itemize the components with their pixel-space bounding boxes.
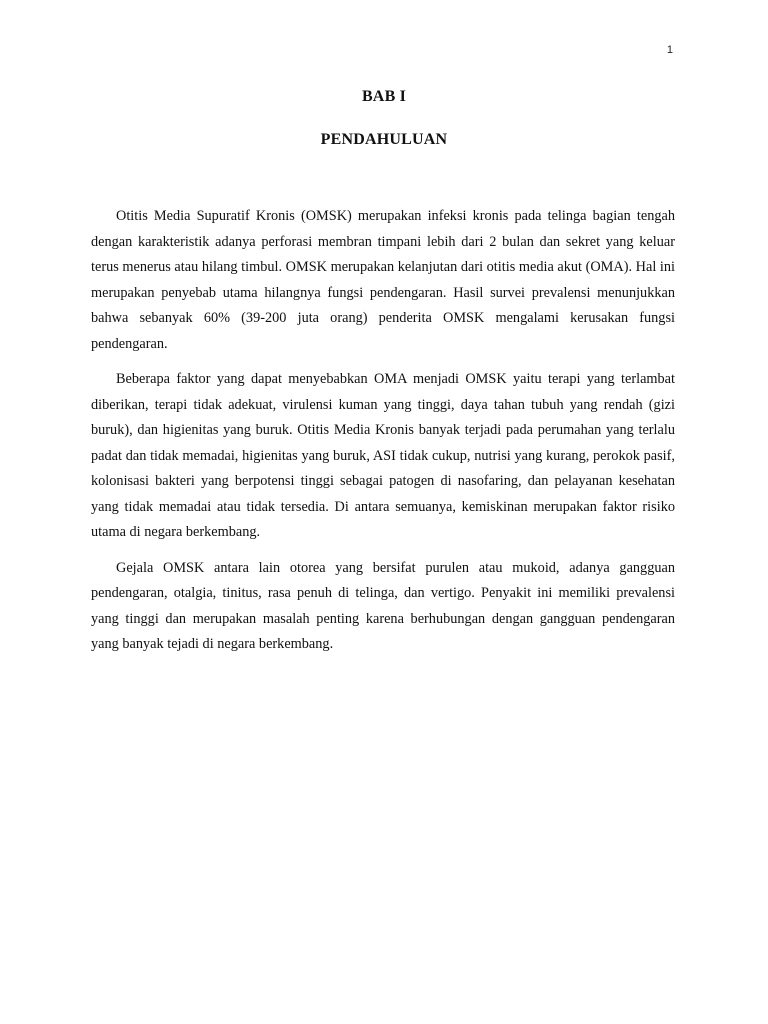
page-number: 1	[666, 44, 673, 56]
body-text	[91, 204, 675, 668]
chapter-title: PENDAHULUAN	[320, 131, 448, 148]
paragraph-omsk-definition: Otitis Media Supuratif Kronis (OMSK) merupakan infeksi kronis pada telinga bagian tengah dengan karakteristik adanya perforasi membran timpani lebih dari 2 bulan dan sekret yang keluar terus menerus atau hilang timbul. OMSK merupakan kelanjutan dari otitis media akut (OMA). Hal ini merupakan penyebab utama hilangnya fungsi pendengaran. Hasil survei prevalensi menunjukkan bahwa sebanyak 60% (39-200 juta orang) penderita OMSK mengalami kerusakan fungsi pendengaran.	[91, 208, 675, 352]
chapter-number: BAB I	[361, 88, 407, 105]
paragraph-risk-factors: Beberapa faktor yang dapat menyebabkan OMA menjadi OMSK yaitu terapi yang terlambat diberikan, terapi tidak adekuat, virulensi kuman yang tinggi, daya tahan tubuh yang rendah (gizi buruk), dan higienitas yang buruk. Otitis Media Kronis banyak terjadi pada perumahan yang terlalu padat dan tidak memadai, higienitas yang buruk, ASI tidak cukup, nutrisi yang kurang, perokok pasif, kolonisasi bakteri yang berpotensi tinggi sebagai patogen di nasofaring, dan pelayanan kesehatan yang tidak memadai atau tidak tersedia. Di antara semuanya, kemiskinan merupakan faktor risiko utama di negara berkembang.	[91, 371, 675, 540]
paragraph-symptoms: Gejala OMSK antara lain otorea yang bersifat purulen atau mukoid, adanya gangguan pendengaran, otalgia, tinitus, rasa penuh di telinga, dan vertigo. Penyakit ini memiliki prevalensi yang tinggi dan merupakan masalah penting karena berhubungan dengan gangguan pendengaran yang banyak tejadi di negara berkembang.	[91, 559, 675, 652]
